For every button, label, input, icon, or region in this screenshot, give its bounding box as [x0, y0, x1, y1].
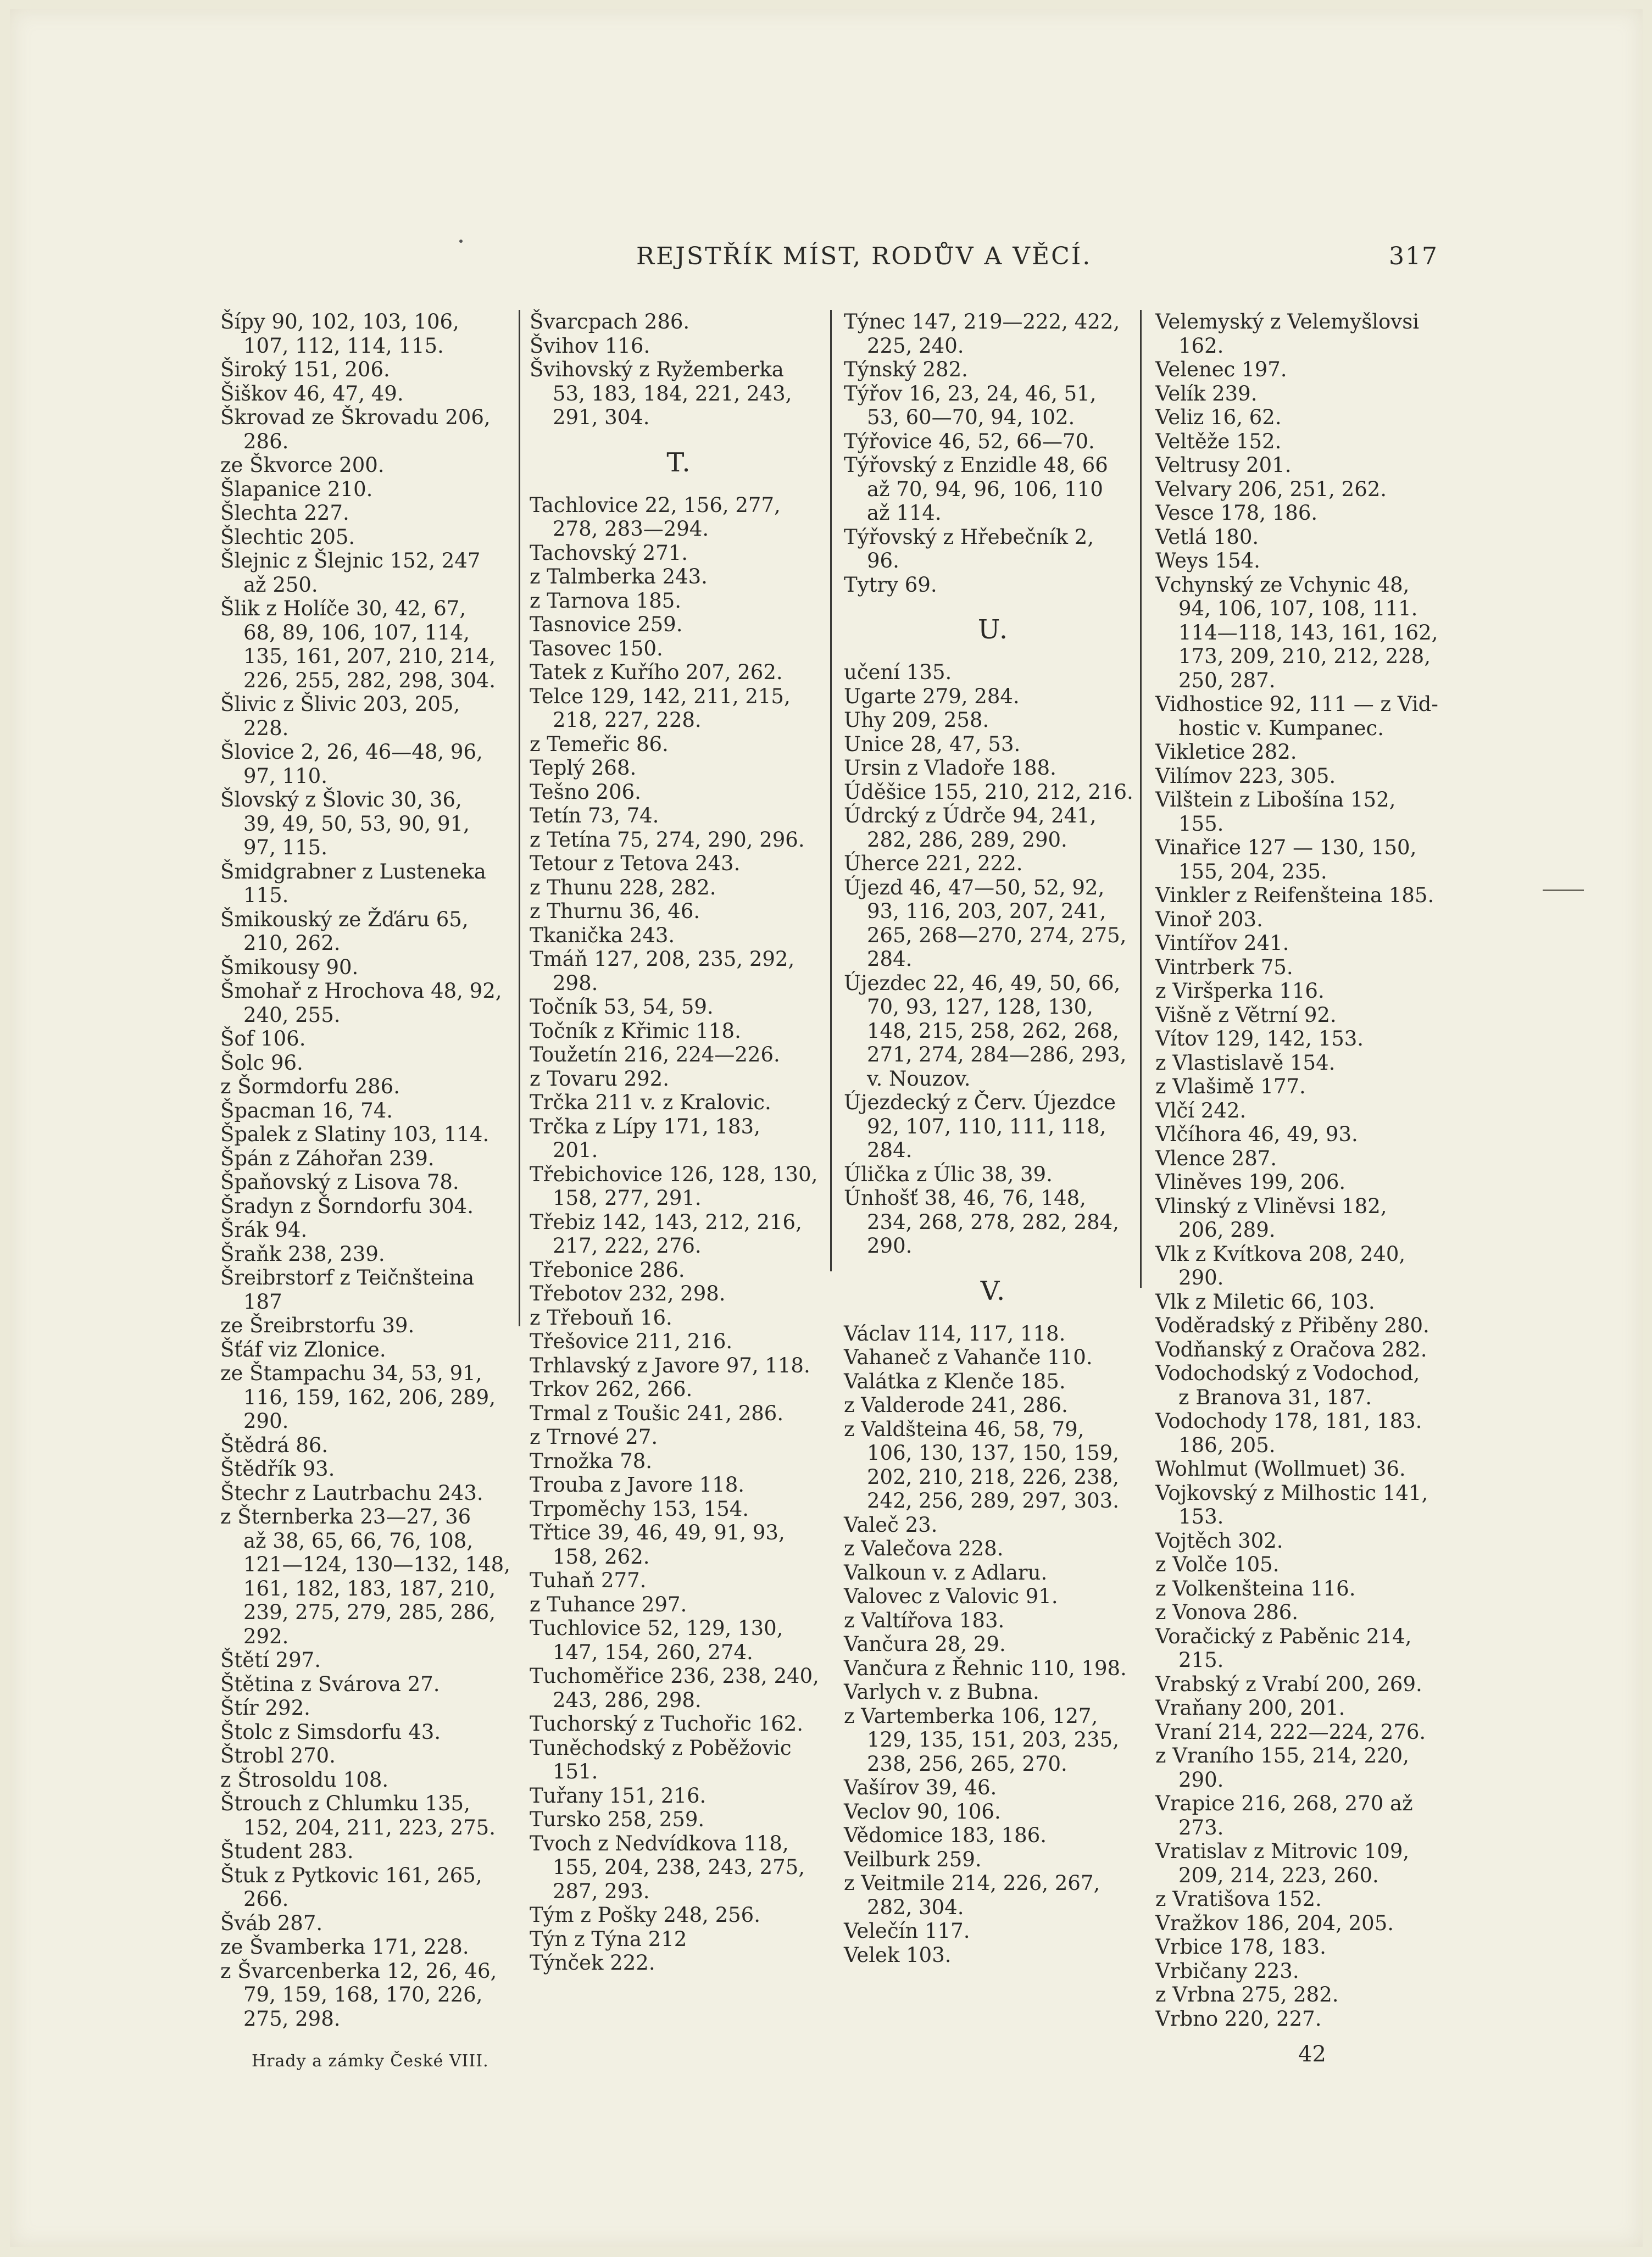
index-entry: Šlik z Holíče 30, 42, 67,	[220, 597, 466, 620]
index-entry: Valátka z Klenče 185.	[844, 1369, 1066, 1393]
index-entry-continuation: 210, 262.	[243, 931, 341, 955]
index-entry-continuation: 96.	[867, 549, 899, 572]
index-entry: Třtice 39, 46, 49, 91, 93,	[530, 1521, 785, 1544]
index-entry: Tachovský 271.	[530, 541, 688, 565]
index-entry: z Thurnu 36, 46.	[530, 899, 700, 923]
index-entry-continuation: 158, 277, 291.	[553, 1186, 702, 1210]
index-entry: Vidhostice 92, 111 — z Vid-	[1155, 692, 1438, 716]
index-entry: Tuřany 151, 216.	[530, 1783, 707, 1808]
index-entry: Točník 53, 54, 59.	[530, 995, 714, 1019]
index-entry: Velvary 206, 251, 262.	[1155, 477, 1387, 501]
index-entry: Tatek z Kuřího 207, 262.	[530, 660, 783, 684]
index-entry-continuation: 155, 204, 235.	[1178, 859, 1327, 883]
index-entry: Štír 292.	[220, 1696, 310, 1720]
index-entry: z Tuhance 297.	[530, 1592, 687, 1616]
index-entry-continuation: až 114.	[867, 501, 942, 525]
index-entry-continuation: 97, 110.	[243, 764, 327, 788]
section-letter: U.	[977, 614, 1010, 645]
index-entry: Vlk z Miletic 66, 103.	[1155, 1289, 1375, 1314]
footnote: Hrady a zámky České VIII.	[252, 2052, 489, 2071]
index-entry: Veltrusy 201.	[1155, 453, 1292, 477]
index-entry: Vilštein z Libošína 152,	[1155, 788, 1396, 811]
index-entry: Voděradský z Přiběny 280.	[1155, 1314, 1429, 1337]
index-entry: Šípy 90, 102, 103, 106,	[220, 310, 459, 333]
index-entry: Týn z Týna 212	[530, 1927, 687, 1951]
index-entry: Štolc z Simsdorfu 43.	[220, 1720, 441, 1744]
index-entry: Štrouch z Chlumku 135,	[220, 1792, 470, 1815]
index-entry-continuation: 148, 215, 258, 262, 268,	[867, 1019, 1119, 1043]
index-entry-continuation: 238, 256, 265, 270.	[867, 1752, 1067, 1776]
index-entry: Velemyský z Velemyšlovsi	[1155, 310, 1420, 333]
index-entry: z Vonova 286.	[1155, 1600, 1299, 1624]
index-entry-continuation: 286.	[243, 429, 289, 453]
index-entry: Tmáň 127, 208, 235, 292,	[530, 947, 795, 971]
index-entry-continuation: 206, 289.	[1178, 1218, 1276, 1242]
index-entry: Trčka z Lípy 171, 183,	[530, 1114, 760, 1138]
index-entry: Újezd 46, 47—50, 52, 92,	[844, 875, 1105, 899]
index-entry: Voračický z Paběnic 214,	[1155, 1624, 1412, 1648]
index-entry: z Trnové 27.	[530, 1425, 658, 1449]
index-entry: Trpoměchy 153, 154.	[530, 1497, 749, 1521]
index-entry: Tursko 258, 259.	[530, 1808, 705, 1831]
index-entry: Vetlá 180.	[1155, 525, 1259, 549]
page-title: REJSTŘÍK MÍST, RODŮV A VĚCÍ.	[636, 242, 1092, 270]
index-entry: Týnček 222.	[530, 1951, 655, 1975]
index-entry: Třebiz 142, 143, 212, 216,	[530, 1210, 802, 1234]
index-entry: Vratislav z Mitrovic 109,	[1155, 1839, 1410, 1863]
index-entry: Třebotov 232, 298.	[530, 1282, 726, 1305]
index-entry: Úděšice 155, 210, 212, 216.	[844, 780, 1133, 804]
index-entry: Tytry 69.	[844, 572, 937, 597]
index-entry: Šrák 94.	[220, 1218, 308, 1242]
index-entry: Vrbice 178, 183.	[1155, 1935, 1326, 1959]
index-entry: z Vlastislavě 154.	[1155, 1050, 1336, 1075]
index-entry-continuation: 153.	[1178, 1505, 1224, 1528]
index-entry-continuation: 93, 116, 203, 207, 241,	[867, 899, 1106, 923]
index-entry-continuation: 273.	[1178, 1815, 1224, 1839]
index-entry: Vilímov 223, 305.	[1155, 764, 1336, 788]
index-entry-continuation: 290.	[1178, 1266, 1224, 1289]
index-entry: Švarcpach 286.	[530, 310, 690, 333]
index-entry: z Vratišova 152.	[1155, 1887, 1322, 1911]
index-entry: Šmohař z Hrochova 48, 92,	[220, 979, 502, 1003]
index-entry-continuation: 290.	[1178, 1767, 1224, 1792]
index-entry: Tým z Pošky 248, 256.	[530, 1903, 760, 1927]
index-entry-continuation: 129, 135, 151, 203, 235,	[867, 1728, 1119, 1752]
index-entry: z Volkenšteina 116.	[1155, 1576, 1356, 1600]
section-letter: T.	[666, 447, 692, 478]
index-entry: Vahaneč z Vahanče 110.	[844, 1346, 1093, 1369]
index-entry: Vlk z Kvítkova 208, 240,	[1155, 1242, 1406, 1266]
index-entry-continuation: 240, 255.	[243, 1003, 341, 1027]
index-entry: Vítov 129, 142, 153.	[1155, 1027, 1364, 1050]
index-entry: Týřovský z Hřebečník 2,	[844, 525, 1094, 549]
index-entry: Velečín 117.	[844, 1919, 970, 1943]
index-entry-continuation: 217, 222, 276.	[553, 1234, 702, 1258]
index-entry: Trčka 211 v. z Kralovic.	[530, 1091, 771, 1114]
index-entry: Valeč 23.	[844, 1513, 938, 1537]
index-entry: Valovec z Valovic 91.	[844, 1585, 1058, 1608]
index-entry: Štuk z Pytkovic 161, 265,	[220, 1863, 482, 1887]
index-entry: Trkov 262, 266.	[530, 1377, 693, 1401]
index-entry: z Thunu 228, 282.	[530, 875, 716, 899]
index-entry: z Valtířova 183.	[844, 1608, 1005, 1632]
index-entry: Tetín 73, 74.	[530, 804, 659, 827]
index-entry-continuation: 275, 298.	[243, 2006, 341, 2031]
index-entry-continuation: 161, 182, 183, 187, 210,	[243, 1576, 496, 1600]
index-entry: Vrapice 216, 268, 270 až	[1155, 1792, 1413, 1815]
index-entry: Tachlovice 22, 156, 277,	[530, 493, 781, 517]
index-entry: Špaňovský z Lisova 78.	[220, 1170, 459, 1194]
index-entry: Šiškov 46, 47, 49.	[220, 381, 404, 405]
index-entry: Vintířov 241.	[1155, 931, 1289, 955]
index-entry-continuation: 292.	[243, 1624, 289, 1648]
index-entry-continuation: 234, 268, 278, 282, 284,	[867, 1210, 1119, 1234]
index-entry: Veltěže 152.	[1155, 429, 1282, 453]
index-entry-continuation: v. Nouzov.	[867, 1066, 971, 1091]
index-entry: Vlinský z Vliněvsi 182,	[1155, 1194, 1387, 1218]
index-entry-continuation: 250, 287.	[1178, 668, 1276, 692]
index-column-1	[220, 310, 520, 2031]
index-entry: z Štrosoldu 108.	[220, 1767, 389, 1792]
index-entry: z Tarnova 185.	[530, 588, 682, 613]
index-entry: Veilburk 259.	[844, 1847, 982, 1871]
index-entry-continuation: 70, 93, 127, 128, 130,	[867, 995, 1093, 1019]
index-entry: ze Švamberka 171, 228.	[220, 1935, 469, 1959]
index-entry: Šlovice 2, 26, 46—48, 96,	[220, 740, 483, 764]
index-entry: Ugarte 279, 284.	[844, 684, 1020, 708]
index-entry-continuation: 239, 275, 279, 285, 286,	[243, 1600, 496, 1624]
index-entry: z Valderode 241, 286.	[844, 1393, 1068, 1417]
index-entry-continuation: 92, 107, 110, 111, 118,	[867, 1114, 1106, 1138]
index-entry-continuation: 39, 49, 50, 53, 90, 91,	[243, 811, 470, 836]
index-entry: z Viršperka 116.	[1155, 979, 1325, 1003]
index-entry: z Veitmile 214, 226, 267,	[844, 1871, 1100, 1895]
index-entry-continuation: 186, 205.	[1178, 1433, 1276, 1457]
index-entry-continuation: 114—118, 143, 161, 162,	[1178, 620, 1438, 644]
index-entry: Štědřík 93.	[220, 1457, 335, 1481]
index-entry-continuation: 155, 204, 238, 243, 275,	[553, 1855, 805, 1879]
index-entry: Vikletice 282.	[1155, 740, 1297, 764]
index-entry: Šlivic z Šlivic 203, 205,	[220, 692, 460, 716]
column-divider	[830, 310, 832, 1271]
index-entry-continuation: 284.	[867, 947, 913, 971]
index-entry: z Volče 105.	[1155, 1553, 1280, 1576]
index-entry: Vrbno 220, 227.	[1155, 2006, 1322, 2031]
index-entry: Štětí 297.	[220, 1648, 321, 1672]
index-column-2	[530, 310, 829, 1975]
index-entry: Vražkov 186, 204, 205.	[1155, 1911, 1394, 1935]
index-entry: Veclov 90, 106.	[844, 1799, 1001, 1824]
index-entry: z Třebouň 16.	[530, 1305, 672, 1330]
index-entry: Štědrá 86.	[220, 1433, 329, 1457]
index-entry-continuation: 287, 293.	[553, 1879, 650, 1903]
index-entry: Trhlavský z Javore 97, 118.	[530, 1353, 810, 1377]
index-entry-continuation: 209, 214, 223, 260.	[1178, 1863, 1379, 1887]
index-entry: Úherce 221, 222.	[844, 852, 1023, 875]
index-entry: z Vrbna 275, 282.	[1155, 1983, 1339, 2006]
index-entry-continuation: 135, 161, 207, 210, 214,	[243, 644, 496, 668]
index-entry: Tuchoměřice 236, 238, 240,	[530, 1664, 819, 1688]
index-entry-continuation: hostic v. Kumpanec.	[1178, 716, 1384, 740]
index-entry: ze Štampachu 34, 53, 91,	[220, 1361, 482, 1385]
index-entry: Špán z Záhořan 239.	[220, 1146, 435, 1170]
index-entry: Vlčíhora 46, 49, 93.	[1155, 1122, 1358, 1146]
index-column-4	[1155, 310, 1455, 2031]
index-entry: z Šormdorfu 286.	[220, 1075, 400, 1098]
column-divider	[519, 310, 520, 1326]
index-entry-continuation: 201.	[553, 1138, 598, 1162]
index-entry: Štětina z Svárova 27.	[220, 1672, 440, 1696]
index-entry: Šof 106.	[220, 1027, 306, 1050]
index-entry: Šradyn z Šorndorfu 304.	[220, 1194, 474, 1218]
index-entry-continuation: 151.	[553, 1760, 598, 1783]
index-entry: z Tetína 75, 274, 290, 296.	[530, 827, 805, 852]
index-entry: Šlapanice 210.	[220, 477, 373, 501]
index-entry: Šlechtic 205.	[220, 525, 355, 549]
index-entry: z Talmberka 243.	[530, 565, 708, 588]
index-entry: z Tovaru 292.	[530, 1066, 669, 1091]
index-entry: Tešno 206.	[530, 780, 641, 804]
index-entry: Vesce 178, 186.	[1155, 501, 1318, 525]
index-entry: Šmidgrabner z Lusteneka	[220, 859, 486, 883]
index-entry: Švihovský z Ryžemberka	[530, 358, 784, 381]
book-page	[10, 9, 1643, 2247]
index-entry: Tuchlovice 52, 129, 130,	[530, 1616, 783, 1640]
index-entry-continuation: až 38, 65, 66, 76, 108,	[243, 1528, 474, 1553]
index-entry-continuation: 291, 304.	[553, 405, 650, 429]
index-entry: učení 135.	[844, 660, 952, 684]
index-entry: Ursin z Vladoře 188.	[844, 756, 1056, 780]
index-entry: Únhošť 38, 46, 76, 148,	[844, 1186, 1086, 1210]
index-entry: Vliněves 199, 206.	[1155, 1170, 1346, 1194]
index-entry-continuation: 162.	[1178, 333, 1224, 358]
index-entry: Velek 103.	[844, 1943, 952, 1967]
index-entry-continuation: 228.	[243, 716, 289, 740]
index-entry-continuation: 79, 159, 168, 170, 226,	[243, 1983, 483, 2006]
index-entry: Šmikousy 90.	[220, 955, 359, 979]
index-entry: Šťáf viz Zlonice.	[220, 1337, 386, 1361]
index-entry: Švihov 116.	[530, 333, 650, 358]
index-entry: Vintrberk 75.	[1155, 955, 1293, 979]
running-header	[10, 242, 1543, 275]
index-entry: Václav 114, 117, 118.	[844, 1321, 1066, 1346]
index-entry-continuation: 266.	[243, 1887, 289, 1911]
index-entry: Vlence 287.	[1155, 1146, 1277, 1170]
index-entry: Tvoch z Nedvídkova 118,	[530, 1831, 789, 1855]
index-entry: Týřovice 46, 52, 66—70.	[844, 429, 1095, 453]
index-entry: Škrovad ze Škrovadu 206,	[220, 405, 491, 429]
index-entry: Wohlmut (Wollmuet) 36.	[1155, 1457, 1406, 1481]
index-entry-continuation: 271, 274, 284—286, 293,	[867, 1043, 1127, 1066]
index-entry-continuation: 147, 154, 260, 274.	[553, 1640, 753, 1664]
index-entry: Týnský 282.	[844, 358, 968, 381]
index-entry: Vinařice 127 — 130, 150,	[1155, 836, 1417, 859]
index-entry-continuation: 152, 204, 211, 223, 275.	[243, 1815, 496, 1839]
index-entry-continuation: 202, 210, 218, 226, 238,	[867, 1465, 1119, 1489]
index-entry: z Vlašimě 177.	[1155, 1075, 1306, 1098]
index-entry: Špalek z Slatiny 103, 114.	[220, 1122, 490, 1146]
section-letter: V.	[980, 1275, 1007, 1307]
index-entry-continuation: 215.	[1178, 1648, 1224, 1672]
index-entry: Tkanička 243.	[530, 923, 675, 947]
index-entry: ze Škvorce 200.	[220, 453, 385, 477]
index-entry: Šlovský z Šlovic 30, 36,	[220, 788, 462, 811]
signature-mark: 42	[1298, 2042, 1326, 2067]
index-entry-continuation: 53, 183, 184, 221, 243,	[553, 381, 792, 405]
index-entry: Valkoun v. z Adlaru.	[844, 1560, 1048, 1585]
index-entry: Týnec 147, 219—222, 422,	[844, 310, 1120, 333]
index-entry-continuation: 116, 159, 162, 206, 289,	[243, 1385, 496, 1409]
index-entry: Tuněchodský z Poběžovic	[530, 1736, 792, 1760]
index-entry: Úlička z Úlic 38, 39.	[844, 1162, 1053, 1186]
index-entry: Unice 28, 47, 53.	[844, 732, 1021, 756]
column-divider	[1140, 310, 1142, 1288]
index-entry: Vašírov 39, 46.	[844, 1776, 997, 1799]
index-entry-continuation: 242, 256, 289, 297, 303.	[867, 1489, 1119, 1513]
index-entry-continuation: až 250.	[243, 572, 318, 597]
index-entry: Šlejnic z Šlejnic 152, 247	[220, 549, 481, 572]
index-entry: z Valečova 228.	[844, 1537, 1004, 1560]
index-entry-continuation: z Branova 31, 187.	[1178, 1385, 1372, 1409]
index-entry: Štechr z Lautrbachu 243.	[220, 1481, 483, 1505]
index-entry-continuation: 121—124, 130—132, 148,	[243, 1553, 510, 1576]
index-entry-continuation: 225, 240.	[867, 333, 964, 358]
index-entry: Točník z Křimic 118.	[530, 1019, 741, 1043]
index-entry: Vodochody 178, 181, 183.	[1155, 1409, 1422, 1433]
index-entry: Toužetín 216, 224—226.	[530, 1043, 780, 1066]
index-entry: Špacman 16, 74.	[220, 1098, 393, 1122]
index-entry: Tasovec 150.	[530, 636, 663, 660]
index-entry-continuation: 173, 209, 210, 212, 228,	[1178, 644, 1431, 668]
index-entry-continuation: 290.	[867, 1234, 913, 1258]
index-entry: Višně z Větrní 92.	[1155, 1003, 1337, 1027]
index-entry-continuation: 115.	[243, 883, 289, 907]
index-entry: Vchynský ze Vchynic 48,	[1155, 572, 1410, 597]
index-entry: Varlych v. z Bubna.	[844, 1680, 1039, 1704]
index-entry-continuation: 97, 115.	[243, 836, 327, 859]
index-entry: Študent 283.	[220, 1839, 354, 1863]
index-entry: Vojtěch 302.	[1155, 1528, 1283, 1553]
index-entry-continuation: 106, 130, 137, 150, 159,	[867, 1441, 1119, 1465]
index-entry: Vinkler z Reifenšteina 185.	[1155, 883, 1434, 907]
index-entry: Šolc 96.	[220, 1050, 303, 1075]
index-entry-continuation: 68, 89, 106, 107, 114,	[243, 620, 470, 644]
index-entry-continuation: 282, 304.	[867, 1895, 964, 1919]
index-entry-continuation: 226, 255, 282, 298, 304.	[243, 668, 496, 692]
index-entry-continuation: 218, 227, 228.	[553, 708, 702, 732]
index-entry-continuation: 158, 262.	[553, 1544, 650, 1569]
index-entry-continuation: 243, 286, 298.	[553, 1688, 702, 1712]
index-entry: Vančura z Řehnic 110, 198.	[844, 1656, 1127, 1680]
index-entry: Třešovice 211, 216.	[530, 1330, 733, 1353]
index-entry: z Šternberka 23—27, 36	[220, 1505, 471, 1528]
index-entry: Vědomice 183, 186.	[844, 1824, 1047, 1847]
index-entry: Šraňk 238, 239.	[220, 1242, 385, 1266]
index-entry-continuation: 53, 60—70, 94, 102.	[867, 405, 1075, 429]
index-entry: Vrbičany 223.	[1155, 1959, 1299, 1983]
index-entry-continuation: až 70, 94, 96, 106, 110	[867, 477, 1103, 501]
index-entry: z Valdšteina 46, 58, 79,	[844, 1417, 1084, 1441]
index-entry-continuation: 290.	[243, 1409, 289, 1433]
index-entry: Vlčí 242.	[1155, 1098, 1247, 1122]
index-entry: Vrabský z Vrabí 200, 269.	[1155, 1672, 1422, 1696]
index-entry-continuation: 187	[243, 1289, 282, 1314]
index-entry: Uhy 209, 258.	[844, 708, 989, 732]
index-entry: Šlechta 227.	[220, 501, 349, 525]
index-entry: Velík 239.	[1155, 381, 1258, 405]
index-entry: Vraní 214, 222—224, 276.	[1155, 1720, 1426, 1744]
index-entry: Štrobl 270.	[220, 1744, 336, 1767]
index-entry: Újezdec 22, 46, 49, 50, 66,	[844, 971, 1121, 995]
index-entry: Trouba z Javore 118.	[530, 1473, 745, 1497]
index-entry: Tuhaň 277.	[530, 1569, 647, 1592]
index-entry: Vojkovský z Milhostic 141,	[1155, 1481, 1428, 1505]
index-entry: Teplý 268.	[530, 756, 637, 780]
index-column-3	[844, 310, 1143, 1967]
index-entry: Šmikouský ze Žďáru 65,	[220, 907, 469, 931]
index-entry-continuation: 94, 106, 107, 108, 111.	[1178, 597, 1418, 620]
index-entry: Velenec 197.	[1155, 358, 1287, 381]
index-entry: z Švarcenberka 12, 26, 46,	[220, 1959, 497, 1983]
index-entry: z Vartemberka 106, 127,	[844, 1704, 1098, 1728]
page-number: 317	[1389, 242, 1438, 270]
index-entry: Široký 151, 206.	[220, 358, 390, 381]
index-entry-continuation: 298.	[553, 971, 598, 995]
index-entry: Weys 154.	[1155, 549, 1260, 572]
index-entry-continuation: 284.	[867, 1138, 913, 1162]
index-entry: Týřov 16, 23, 24, 46, 51,	[844, 381, 1097, 405]
index-entry: Vraňany 200, 201.	[1155, 1696, 1345, 1720]
index-entry: Vodňanský z Oračova 282.	[1155, 1337, 1427, 1361]
index-entry-continuation: 265, 268—270, 274, 275,	[867, 923, 1127, 947]
index-entry: Trmal z Toušic 241, 286.	[530, 1401, 784, 1425]
index-entry: ze Šreibrstorfu 39.	[220, 1314, 415, 1337]
index-entry-continuation: 282, 286, 289, 290.	[867, 827, 1067, 852]
index-entry: Třebichovice 126, 128, 130,	[530, 1162, 818, 1186]
index-entry: Tuchorský z Tuchořic 162.	[530, 1712, 804, 1736]
index-entry: Tetour z Tetova 243.	[530, 852, 741, 875]
index-entry: Třebonice 286.	[530, 1258, 685, 1282]
index-entry: Telce 129, 142, 211, 215,	[530, 684, 791, 708]
margin-mark	[1543, 890, 1584, 891]
index-entry-continuation: 155.	[1178, 811, 1224, 836]
index-entry: Šváb 287.	[220, 1911, 323, 1935]
index-entry: Týřovský z Enzidle 48, 66	[844, 453, 1108, 477]
index-entry: Údrcký z Údrče 94, 241,	[844, 804, 1097, 827]
index-entry: z Vraního 155, 214, 220,	[1155, 1744, 1409, 1767]
index-entry: Veliz 16, 62.	[1155, 405, 1282, 429]
index-entry-continuation: 278, 283—294.	[553, 517, 709, 541]
index-entry: Vodochodský z Vodochod,	[1155, 1361, 1420, 1385]
index-entry: Vančura 28, 29.	[844, 1632, 1006, 1656]
index-entry: Újezdecký z Červ. Újezdce	[844, 1091, 1116, 1114]
index-entry: z Temeřic 86.	[530, 732, 669, 756]
index-entry: Trnožka 78.	[530, 1449, 653, 1473]
index-entry: Vinoř 203.	[1155, 907, 1263, 931]
index-entry-continuation: 107, 112, 114, 115.	[243, 333, 444, 358]
index-entry: Tasnovice 259.	[530, 613, 683, 636]
index-entry: Šreibrstorf z Teičnšteina	[220, 1266, 475, 1289]
